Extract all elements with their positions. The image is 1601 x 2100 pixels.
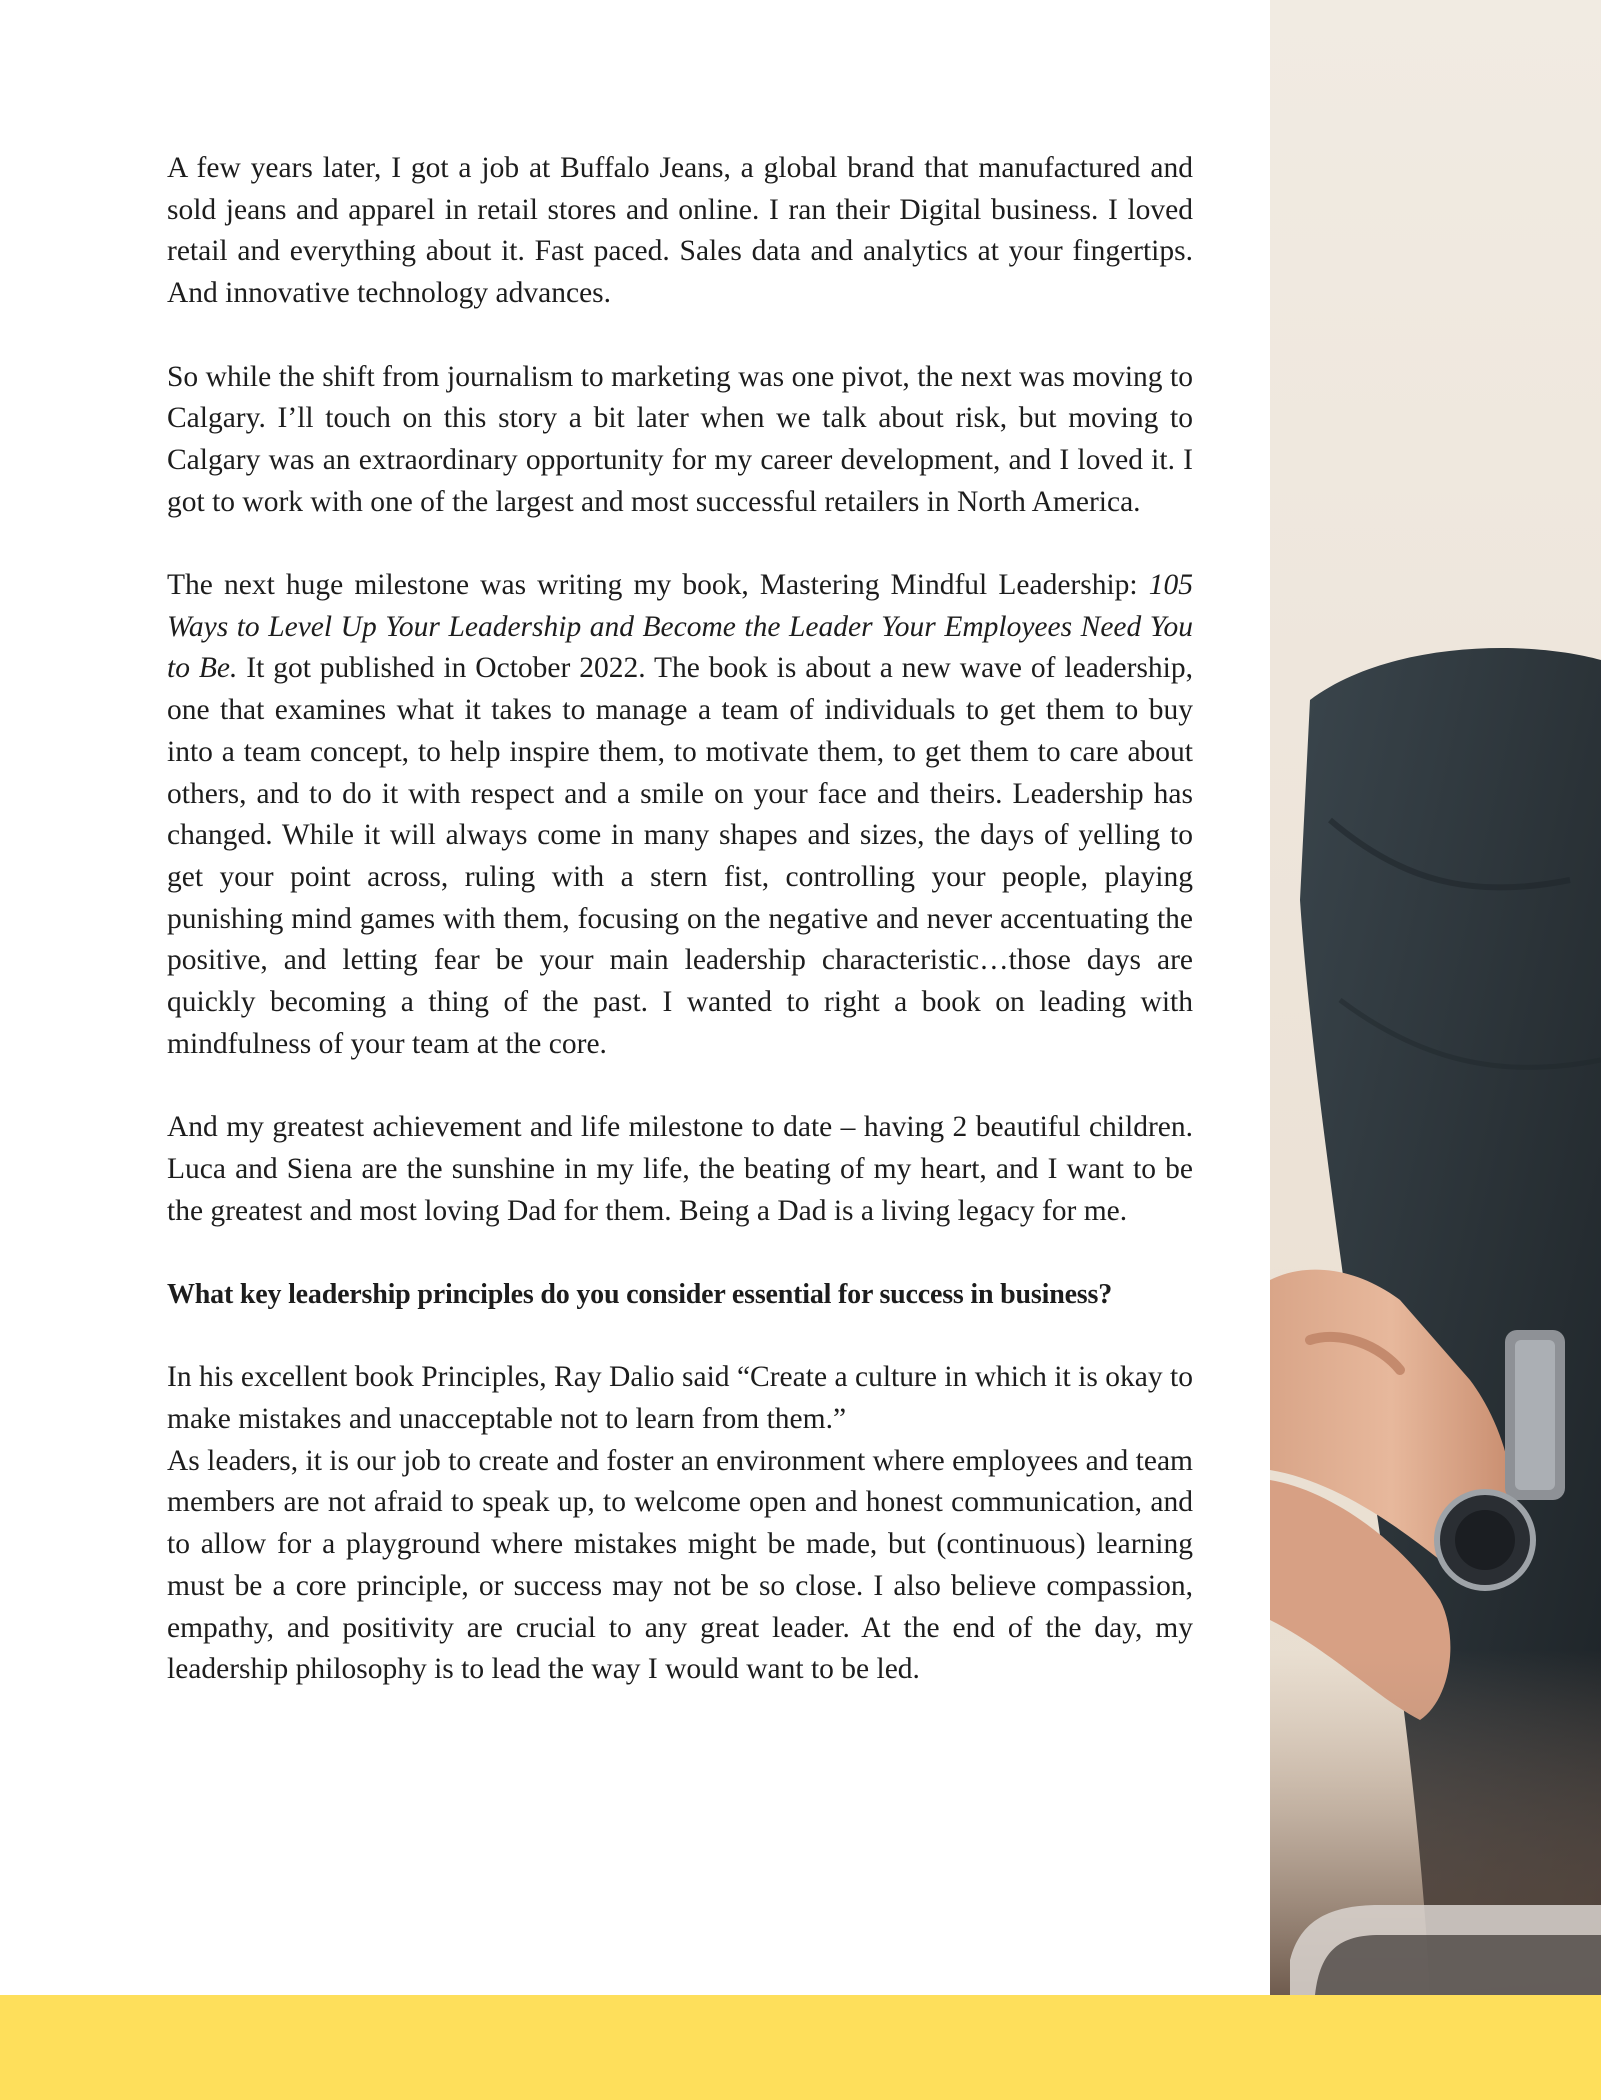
phone-screen <box>1315 1935 1601 1995</box>
portrait-illustration <box>1270 0 1601 1995</box>
footer-color-band <box>0 1995 1601 2100</box>
paragraph-book <box>167 565 1193 1065</box>
paragraph-calgary: So while the shift from journalism to marketing was one pivot, the next was moving to Calgary. I’ll touch on this story a bit later when we talk about risk, but moving to Calgary was an extraordinary opportunity for my career development, and I loved it. I got to work with one of the largest and most successful retailers in North America. <box>167 360 1193 518</box>
interview-question: What key leadership principles do you consider essential for success in business? <box>167 1278 1112 1310</box>
paragraph-buffalo-jeans: A few years later, I got a job at Buffalo Jeans, a global brand that manufactured and sold jeans and apparel in retail stores and online. I ran their Digital business. I loved retail and everything about it. Fast paced. Sales data and analytics at your fingertips. And innovative technology advances. <box>167 152 1193 310</box>
book-intro-text: The next huge milestone was writing my book, Mastering Mindful Leadership: <box>167 569 1149 601</box>
watch-dial <box>1455 1510 1515 1570</box>
book-subtitle: 105 Ways to Level Up Your Leadership and Become the Leader Your Employees Need You to Be. <box>167 569 1193 685</box>
article-body <box>167 148 1193 1733</box>
paragraph-children: And my greatest achievement and life milestone to date – having 2 beautiful children. Luca and Siena are the sunshine in my life, the beating of my heart, and I want to be the greatest and most loving Dad for them. Being a Dad is a living legacy for me. <box>167 1111 1193 1227</box>
portrait-photo <box>1270 0 1601 1995</box>
watch-band-links <box>1515 1340 1555 1490</box>
book-description-text: It got published in October 2022. The book is about a new wave of leadership, one that examines what it takes to manage a team of individuals to get them to buy into a team concept, to help inspire them, to motivate them, to get them to care about others, and to do it with respect and a smile on your face and theirs. Leadership has changed. While it will always come in many shapes and sizes, the days of yelling to get your point across, ruling with a stern fist, controlling your people, playing punishing mind games with them, focusing on the negative and never accentuating the positive, and letting fear be your main leadership characteristic…those days are quickly becoming a thing of the past. I wanted to right a book on leading with mindfulness of your team at the core. <box>167 652 1194 1060</box>
paragraph-dalio-quote: In his excellent book Principles, Ray Dalio said “Create a culture in which it is okay to make mistakes and unacceptable not to learn from them.” <box>167 1361 1193 1436</box>
paragraph-leadership-philosophy: As leaders, it is our job to create and foster an environment where employees and team members are not afraid to speak up, to welcome open and honest communication, and to allow for a playground where mistakes might be made, but (continuous) learning must be a core principle, or success may not be so close. I also believe compassion, empathy, and positivity are crucial to any great leader. At the end of the day, my leadership philosophy is to lead the way I would want to be led. <box>167 1444 1193 1686</box>
